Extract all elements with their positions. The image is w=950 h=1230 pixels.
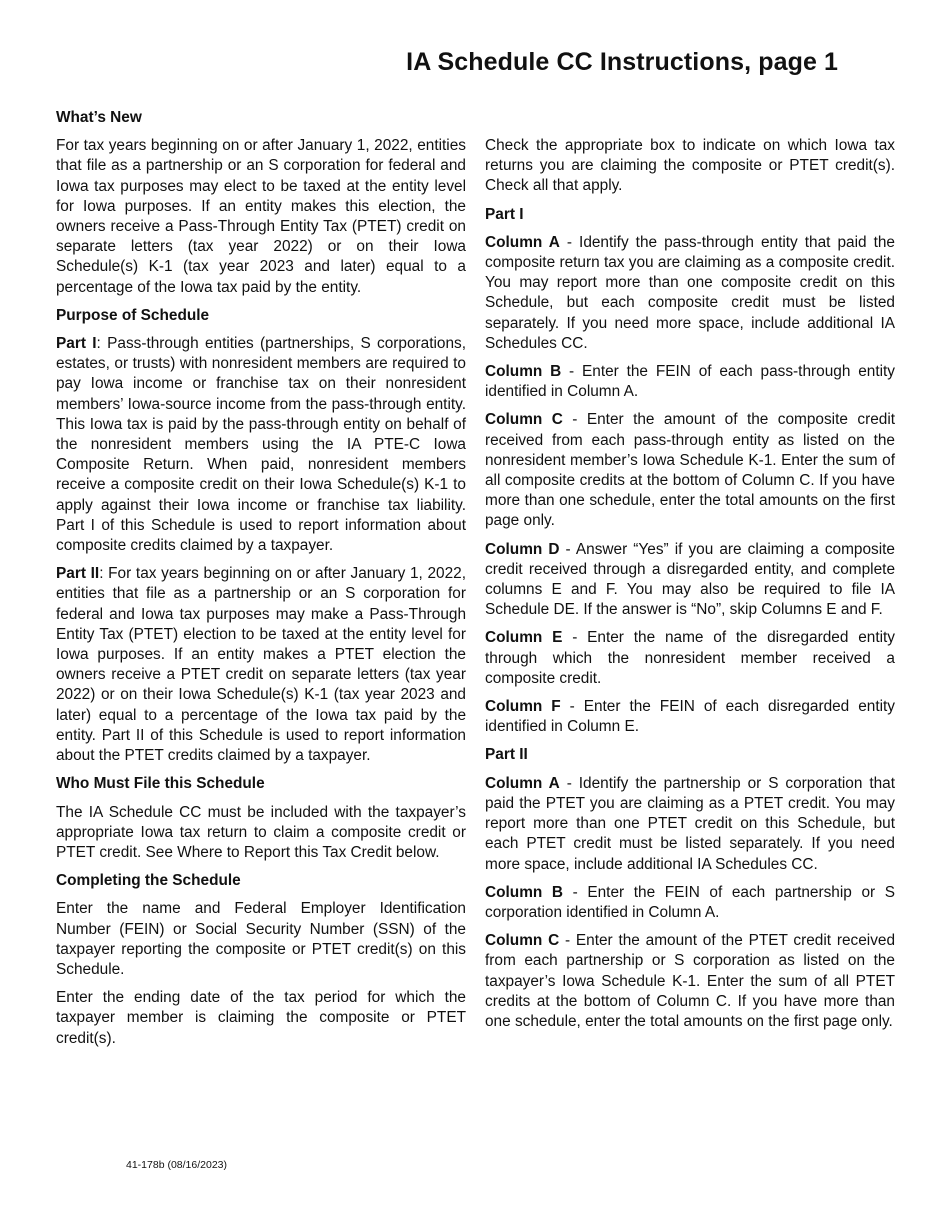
p2-column-b-label: Column B [485, 883, 564, 901]
p1-column-d [485, 540, 895, 621]
whats-new-heading: What’s New [56, 109, 142, 126]
p1-column-b [485, 362, 895, 402]
p1-column-b-label: Column B [485, 363, 562, 381]
p1-column-e-label: Column E [485, 629, 563, 647]
p1-column-c-label: Column C [485, 411, 563, 429]
part1-heading: Part I [485, 205, 524, 223]
p1-column-d-label: Column D [485, 540, 560, 558]
whats-new-text: For tax years beginning on or after January 1, 2022, entities that file as a partnership or an S corporation for federal and Iowa tax purposes may elect to be taxed at the entity level for Iowa purposes. If an entity makes this election, the owners receive a Pass-Through Entity Tax (PTET) credit on separate letters (tax year 2022) or on their Iowa Schedule(s) K-1 (tax year 2023 and later) equal to a percentage of the Iowa tax paid by the entity. [56, 137, 466, 296]
p2-column-c [485, 931, 895, 1032]
part2-heading: Part II [485, 746, 528, 764]
p1-column-b-text: - Enter the FEIN of each pass-through entity identified in Column A. [485, 363, 895, 401]
left-column [56, 108, 466, 1057]
p1-column-f-label: Column F [485, 698, 561, 716]
form-number-footer: 41-178b (08/16/2023) [126, 1159, 227, 1171]
p1-column-f [485, 697, 895, 737]
p2-column-b-text: - Enter the FEIN of each partnership or S corporation identified in Column A. [485, 883, 896, 921]
p2-column-c-label: Column C [485, 932, 560, 950]
p2-column-a-label: Column A [485, 774, 560, 792]
part2-text: : For tax years beginning on or after January 1, 2022, entities that file as a partnership or an S corporation for federal and Iowa tax purposes may make a Pass-Through Entity Tax (PTET) election to be taxed at the entity level for Iowa purposes. If an entity makes a PTET election the owners receive a PTET credit on separate letters (tax year 2022) or on their Iowa Schedule(s) K-1 (tax year 2023 and later) equal to a percentage of the Iowa tax paid by the entity. Part II of this Schedule is used to report information about the PTET credits claimed by a taxpayer. [56, 565, 466, 765]
part2-label: Part II [56, 565, 100, 583]
completing-text-1: Enter the name and Federal Employer Identification Number (FEIN) or Social Security Number (SSN) of the taxpayer reporting the composite or PTET credit(s) on this Schedule. [56, 900, 466, 978]
p1-column-e [485, 628, 895, 689]
p1-column-a-text: - Identify the pass-through entity that paid the composite return tax you are claiming as a composite credit. You may report more than one composite credit on this Schedule, but each composite credit must be listed separately. If you need more space, include additional IA Schedules CC. [485, 233, 895, 352]
completing-heading: Completing the Schedule [56, 872, 241, 890]
p1-column-d-text: - Answer “Yes” if you are claiming a composite credit received through a disregarded entity, and complete columns E and F. You may also be required to file IA Schedule DE. If the answer is “No”, skip Columns E and F. [485, 540, 895, 619]
purpose-heading: Purpose of Schedule [56, 306, 210, 324]
check-text: Check the appropriate box to indicate on which Iowa tax returns you are claiming the composite or PTET credit(s). Check all that apply. [485, 137, 895, 195]
p1-column-c-text: - Enter the amount of the composite credit received from each pass-through entity as listed on the nonresident member’s Iowa Schedule K-1. Enter the sum of all composite credits at the bottom of Column C. If you have more than one schedule, enter the total amounts on the first page only. [485, 411, 896, 530]
part2-paragraph [56, 564, 466, 766]
part1-label: Part I [56, 335, 97, 353]
p1-column-f-text: - Enter the FEIN of each disregarded entity identified in Column E. [485, 698, 895, 736]
right-column [485, 136, 895, 1040]
p2-column-c-text: - Enter the amount of the PTET credit received from each partnership or S corporation as listed on the taxpayer’s Iowa Schedule K-1. Enter the sum of all PTET credits at the bottom of Column C. If you have more than one schedule, enter the total amounts on the first page only. [485, 932, 896, 1030]
part1-text: : Pass-through entities (partnerships, S corporations, estates, or trusts) with nonresident members are required to pay Iowa income or franchise tax on their nonresident members’ Iowa-source income from the pass-through entity. This Iowa tax is paid by the pass-through entity on behalf of the nonresident members using the IA PTE-C Iowa Composite Return. When paid, nonresident members receive a composite credit on their Iowa Schedule(s) K-1 to apply against their Iowa income or franchise tax liability. Part I of this Schedule is used to report information about composite credits claimed by a taxpayer. [56, 335, 466, 555]
who-heading: Who Must File this Schedule [56, 775, 265, 793]
page-title: IA Schedule CC Instructions, page 1 [406, 48, 838, 76]
completing-text-2: Enter the ending date of the tax period for which the taxpayer member is claiming the composite or PTET credit(s). [56, 989, 466, 1047]
p1-column-a [485, 233, 895, 354]
part1-paragraph [56, 334, 466, 556]
p2-column-b [485, 883, 895, 923]
p1-column-a-label: Column A [485, 233, 560, 251]
p2-column-a [485, 774, 895, 875]
who-text: The IA Schedule CC must be included with the taxpayer’s appropriate Iowa tax return to claim a composite credit or PTET credit. See Where to Report this Tax Credit below. [56, 803, 466, 861]
p1-column-c [485, 410, 895, 531]
p2-column-a-text: - Identify the partnership or S corporation that paid the PTET you are claiming as a PTET credit. You may report more than one PTET credit on this Schedule, but each PTET credit must be listed separately. If you need more space, include additional IA Schedules CC. [485, 774, 895, 873]
p1-column-e-text: - Enter the name of the disregarded entity through which the nonresident member received a composite credit. [485, 629, 896, 687]
